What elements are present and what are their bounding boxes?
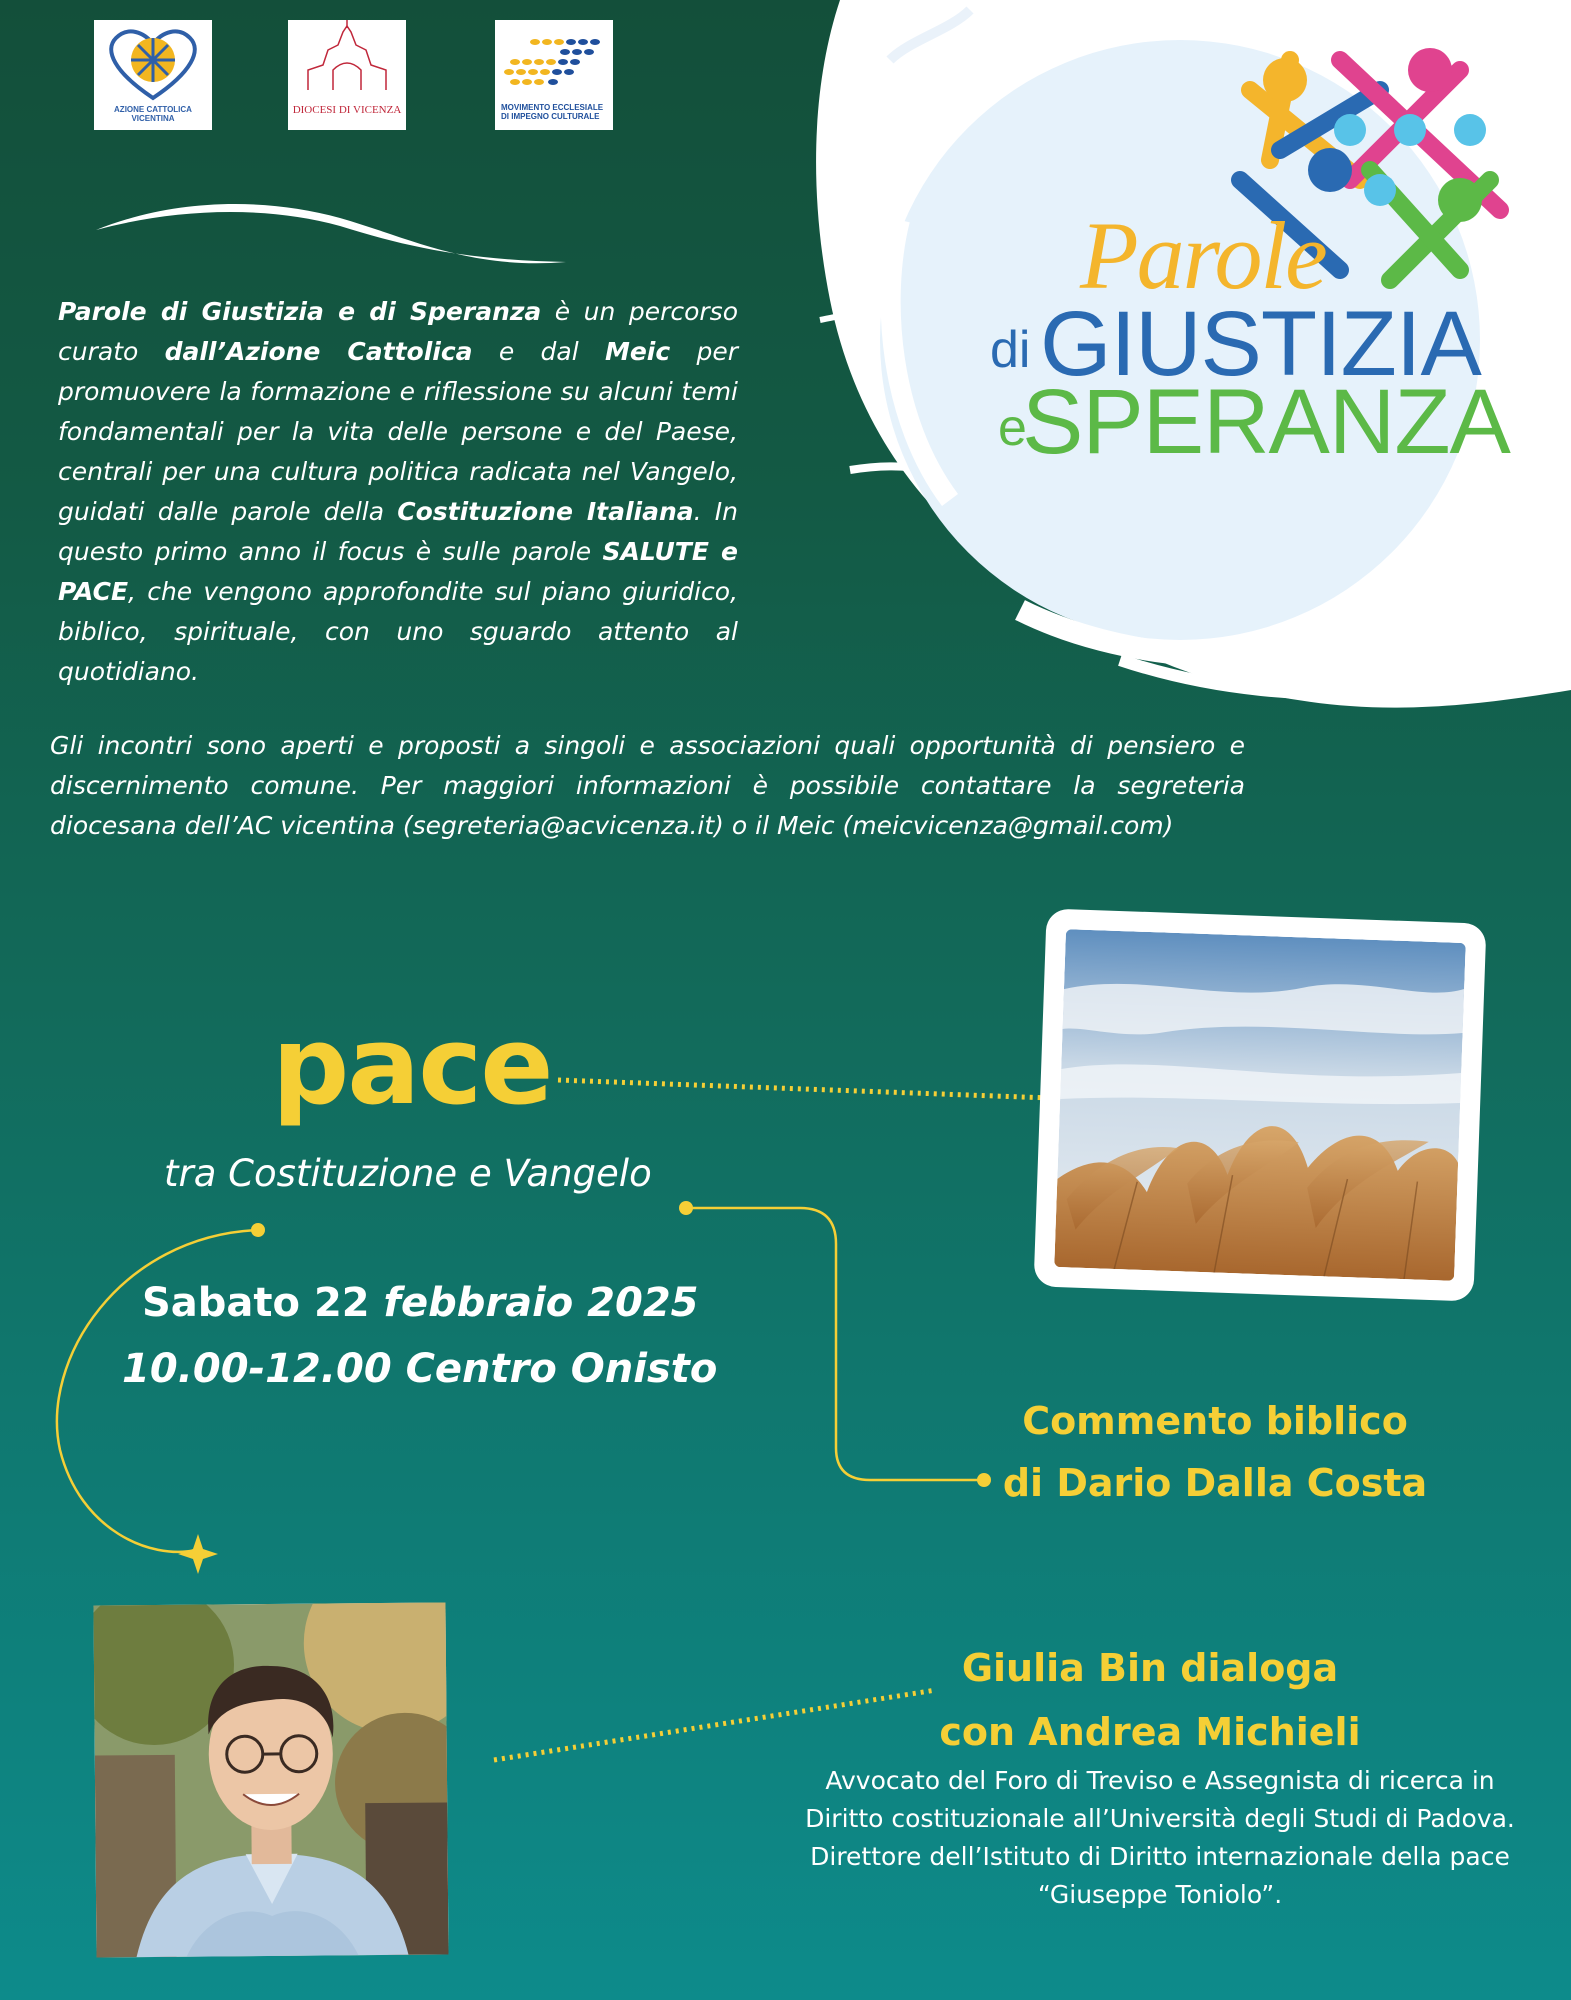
logo-word-speranza: SPERANZA	[1022, 371, 1510, 473]
intro-text: , che vengono approfondite sul piano giuridico, biblico, spirituale, con uno sguardo attento al quotidiano.	[58, 577, 738, 686]
intro-text: e dal	[472, 337, 605, 366]
logo-caption: AZIONE CATTOLICA VICENTINA	[114, 105, 192, 124]
reeds-photo-frame	[1034, 908, 1487, 1301]
logo-word-e: e	[998, 399, 1027, 457]
speaker-bio: Avvocato del Foro di Treviso e Assegnista di ricerca in Diritto costituzionale all’Università degli Studi di Padova. Direttore dell’Istituto di Diritto internazionale della pace “Giuseppe Toniolo”.	[805, 1766, 1515, 1909]
intro-bold: Costituzione Italiana	[397, 497, 694, 526]
logo-word-di: di	[990, 321, 1031, 379]
event-time-place: 10.00-12.00 Centro Onisto	[122, 1346, 718, 1392]
info-paragraph: Gli incontri sono aperti e proposti a singoli e associazioni quali opportunità di pensiero e discernimento comune. Per maggiori informazioni è possibile contattare la segreteria diocesana dell’AC vicentina (segreteria@acvicenza.it) o il Meic (meicvicenza@gmail.com)	[50, 731, 1245, 840]
intro-text: è un percorso curato	[58, 297, 738, 366]
speaker-line: con Andrea Michieli	[939, 1710, 1361, 1754]
logo-caption: DIOCESI DI VICENZA	[292, 103, 402, 116]
reeds-photo	[1054, 929, 1466, 1281]
event-subtitle: tra Costituzione e Vangelo	[164, 1152, 652, 1195]
biblical-comment	[980, 1390, 1450, 1514]
speaker-photo	[93, 1602, 448, 1957]
intro-bold: dall’Azione Cattolica	[164, 337, 473, 366]
intro-text: per promuovere la formazione e riflessione su alcuni temi fondamentali per la vita delle persone e del Paese, centrali per una cultura politica radicata nel Vangelo, guidati dalle parole della	[58, 337, 738, 526]
intro-bold: SALUTE e PACE	[58, 537, 738, 606]
biblical-comment-line: di Dario Dalla Costa	[1002, 1461, 1428, 1505]
event-date	[142, 1280, 699, 1326]
intro-bold: Meic	[604, 337, 671, 366]
biblical-comment-line: Commento biblico	[1022, 1399, 1408, 1443]
intro-bold: Parole di Giustizia e di Speranza	[58, 297, 542, 326]
speaker-line: Giulia Bin dialoga	[961, 1646, 1339, 1690]
intro-text: . In questo primo anno il focus è sulle parole	[58, 497, 738, 566]
logo-word-giustizia: GIUSTIZIA	[1040, 293, 1481, 395]
event-date-prefix: Sabato 22	[142, 1280, 384, 1326]
logo-word-parole: Parole	[1080, 202, 1326, 309]
logo-caption-line: MOVIMENTO ECCLESIALE	[501, 103, 604, 113]
event-date-month: febbraio 2025	[383, 1280, 699, 1326]
logo-caption-line: DI IMPEGNO CULTURALE	[501, 112, 600, 122]
event-topic: pace	[272, 1004, 552, 1129]
speaker-heading	[900, 1636, 1400, 1764]
